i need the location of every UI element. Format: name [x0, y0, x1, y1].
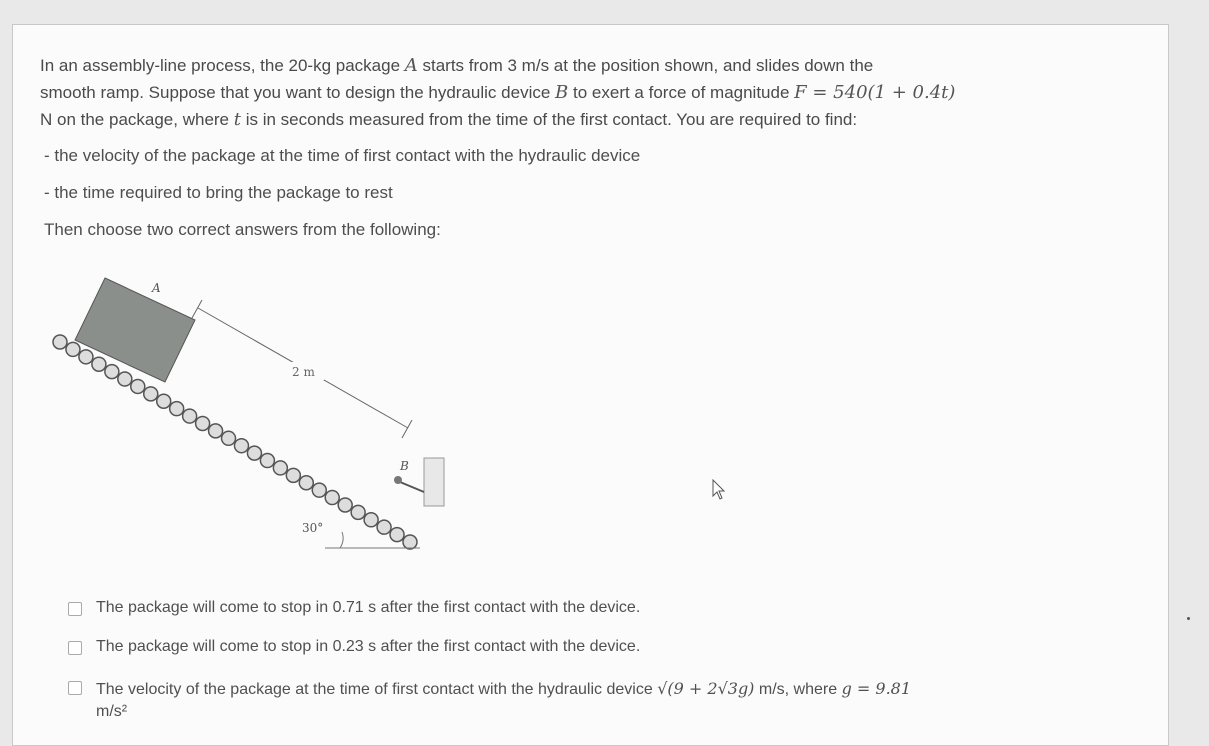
option-text: The package will come to stop in 0.23 s after the first contact with the device.	[96, 638, 641, 655]
roller	[92, 357, 106, 371]
roller	[157, 394, 171, 408]
roller	[183, 409, 197, 423]
instruction-text: Then choose two correct answers from the following:	[44, 220, 441, 239]
option-text-wrap	[96, 678, 911, 723]
roller	[403, 535, 417, 549]
roller	[66, 342, 80, 356]
dot-mark	[1187, 617, 1190, 620]
roller	[260, 454, 274, 468]
velocity-expression: √(9 + 2√3g)	[657, 679, 755, 698]
roller	[247, 446, 261, 460]
distance-label: 2 m	[292, 365, 315, 379]
label-b: B	[400, 459, 409, 473]
bullet-time: - the time required to bring the package to rest	[44, 183, 393, 202]
roller	[79, 350, 93, 364]
var-a: A	[404, 55, 418, 76]
roller	[144, 387, 158, 401]
option-text: m/s, where	[758, 681, 838, 698]
roller	[338, 498, 352, 512]
problem-statement	[40, 52, 1140, 133]
prompt-text: smooth ramp. Suppose that you want to design the hydraulic device	[40, 83, 551, 102]
roller	[377, 520, 391, 534]
var-t: t	[233, 109, 241, 130]
prompt-text: is in seconds measured from the time of the first contact. You are required to find:	[245, 110, 858, 129]
checkbox[interactable]	[68, 681, 82, 695]
roller	[131, 379, 145, 393]
force-equation: F = 540(1 + 0.4t)	[794, 82, 956, 103]
roller-conveyor	[53, 335, 417, 549]
prompt-text: N on the package, where	[40, 110, 230, 129]
ramp-figure	[40, 260, 460, 560]
answer-option-2[interactable]	[68, 638, 640, 656]
prompt-text: to exert a force of magnitude	[573, 83, 790, 102]
roller	[209, 424, 223, 438]
roller	[364, 513, 378, 527]
roller	[286, 468, 300, 482]
angle-label: 30°	[302, 521, 324, 535]
prompt-text: In an assembly-line process, the 20-kg package	[40, 56, 401, 75]
roller	[118, 372, 132, 386]
roller	[351, 505, 365, 519]
roller	[234, 439, 248, 453]
roller	[53, 335, 67, 349]
hydraulic-device-b	[424, 458, 444, 506]
option-text: The package will come to stop in 0.71 s after the first contact with the device.	[96, 599, 641, 616]
unit-text: m/s²	[96, 703, 128, 720]
gravity-value: g = 9.81	[841, 679, 912, 698]
bullet-velocity: - the velocity of the package at the time of first contact with the hydraulic device	[44, 146, 641, 165]
roller	[222, 431, 236, 445]
roller	[325, 491, 339, 505]
roller	[196, 416, 210, 430]
roller	[390, 528, 404, 542]
answer-option-1[interactable]	[68, 599, 640, 617]
mouse-cursor-icon	[712, 479, 728, 501]
option-text: The velocity of the package at the time of first contact with the hydraulic device	[96, 681, 653, 698]
roller	[273, 461, 287, 475]
label-a: A	[152, 281, 161, 295]
roller	[105, 365, 119, 379]
checkbox[interactable]	[68, 602, 82, 616]
prompt-text: starts from 3 m/s at the position shown, and slides down the	[422, 56, 874, 75]
var-b: B	[555, 82, 569, 103]
roller	[312, 483, 326, 497]
roller	[170, 402, 184, 416]
answer-option-3[interactable]	[68, 678, 1128, 723]
checkbox[interactable]	[68, 641, 82, 655]
roller	[299, 476, 313, 490]
